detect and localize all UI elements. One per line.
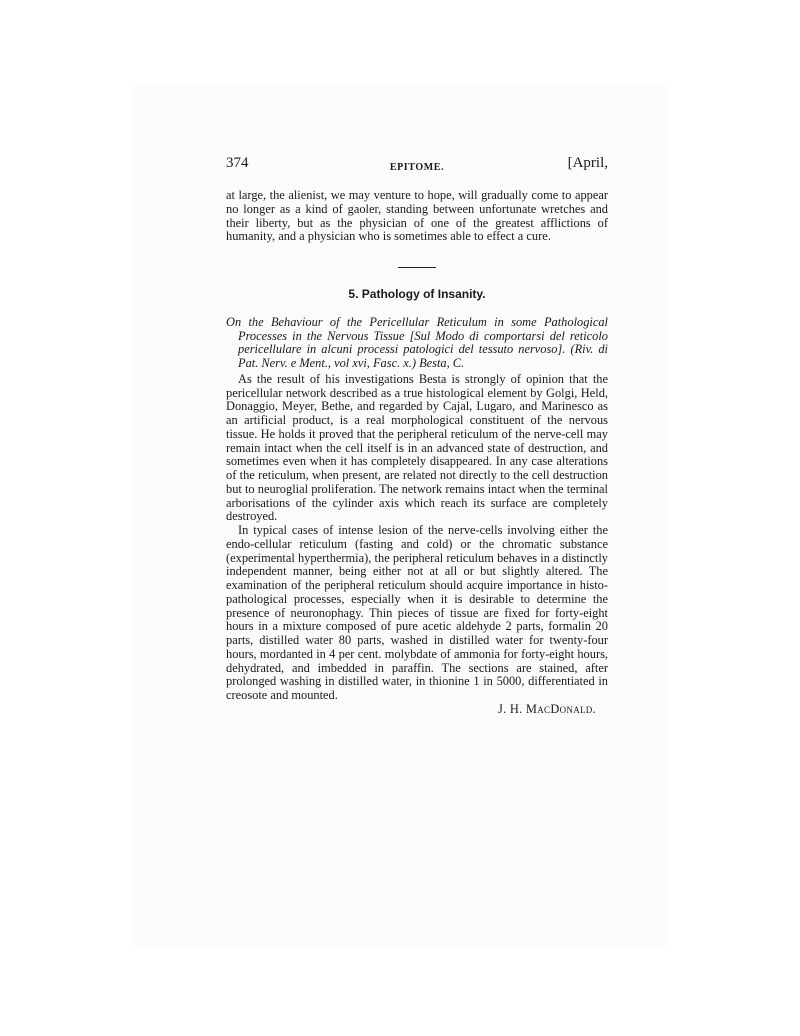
- journal-title: EPITOME.: [389, 162, 445, 173]
- section-divider: [398, 267, 436, 268]
- page-number: 374: [226, 155, 249, 171]
- article-citation: On the Behaviour of the Pericellular Reticulum in some Pathological Processes in the Nervous Tissue [Sul Modo di comportarsi del reticolo pericellulare in alcuni processi patologici del tessuto nervoso]. (Riv. di Pat. Nerv. e Ment., vol xvi, Fasc. x.) Besta, C.: [226, 314, 608, 370]
- body-paragraph: In typical cases of intense lesion of the nerve-cells involving either the endo-cellular reticulum (fasting and cold) or the chromatic substance (experimental hyperthermia), the peripheral reticulum behaves in a distinctly independent manner, being either not at all or but slightly altered. The examination of the peripheral reticulum should acquire importance in histo-pathological processes, especially when it is desirable to determine the presence of neuronophagy. Thin pieces of tissue are fixed for forty-eight hours in a mixture composed of pure acetic aldehyde 2 parts, formalin 20 parts, distilled water 80 parts, washed in distilled water for twenty-four hours, mordanted in 4 per cent. molybdate of ammonia for forty-eight hours, dehydrated, and imbedded in paraffin. The sections are stained, after prolonged washing in distilled water, in thionine 1 in 5000, differentiated in creosote and mounted.: [226, 523, 608, 702]
- body-paragraph: As the result of his investigations Besta is strongly of opinion that the pericellular network described as a true histological element by Golgi, Held, Donaggio, Meyer, Bethe, and regarded by Cajal, Lugaro, and Marinesco as an artificial product, is a real morphological constituent of the nervous tissue. He holds it proved that the peripheral reticulum of the nerve-cell may remain intact when the cell itself is in an advanced state of destruction, and sometimes even when it has completely disappeared. In any case alterations of the reticulum, when present, are related not directly to the cell destruction but to neuroglial proliferation. The network remains intact when the terminal arborisations of the cylinder axis which reach its surface are completely destroyed.: [226, 371, 608, 524]
- document-page: [226, 155, 608, 717]
- running-head: [226, 155, 608, 177]
- author-signature: J. H. MacDonald.: [497, 701, 596, 716]
- issue-month: [April,: [567, 155, 608, 171]
- intro-paragraph: at large, the alienist, we may venture to hope, will gradually come to appear no longer as a kind of gaoler, standing between unfortunate wretches and their liberty, but as the physician of one of the greatest afflictions of humanity, and a physician who is sometimes able to effect a cure.: [226, 188, 608, 244]
- section-heading: 5. Pathology of Insanity.: [348, 287, 486, 301]
